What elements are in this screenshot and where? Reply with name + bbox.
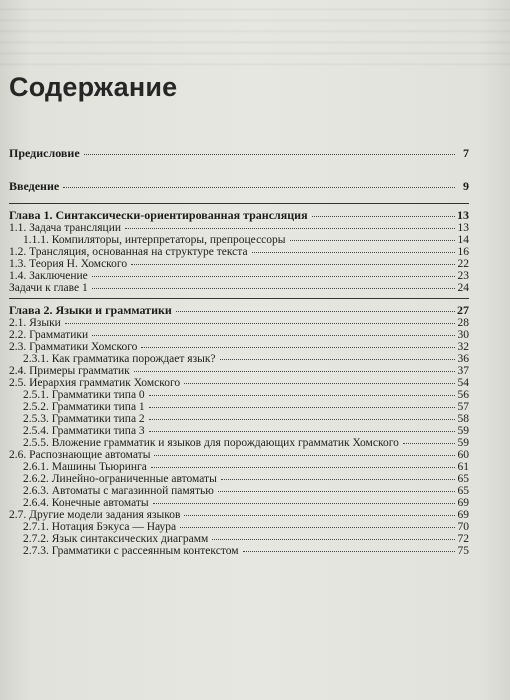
toc-entry[interactable] — [9, 413, 469, 425]
toc-entry-page-number: 16 — [457, 246, 469, 258]
toc-entry-page-number: 23 — [457, 270, 469, 282]
toc-entry-page-number: 72 — [457, 533, 469, 545]
toc-entry[interactable] — [9, 425, 469, 437]
toc-entry-page-number: 59 — [457, 425, 469, 437]
toc-entry[interactable] — [9, 146, 469, 160]
toc-entry-title: 2.2. Грамматики — [9, 329, 89, 341]
toc-entry-title: 2.6.4. Конечные автоматы — [23, 497, 149, 509]
toc-entry-title: 1.4. Заключение — [9, 270, 88, 282]
toc-entry[interactable] — [9, 437, 469, 449]
toc-entry-page-number: 37 — [457, 365, 469, 377]
toc-entry-title: 2.1. Языки — [9, 317, 61, 329]
dot-leader — [180, 526, 455, 528]
dot-leader — [290, 239, 455, 241]
dot-leader — [134, 370, 455, 372]
dot-leader — [176, 310, 455, 312]
dot-leader — [92, 287, 455, 289]
toc-entry[interactable] — [9, 521, 469, 533]
toc-entry[interactable] — [9, 258, 469, 270]
toc-entry-title: 1.1. Задача трансляции — [9, 222, 122, 234]
toc-entry-title: 2.6.3. Автоматы с магазинной памятью — [23, 485, 214, 497]
toc-entry[interactable] — [9, 282, 469, 294]
dot-leader — [151, 466, 455, 468]
toc-entry[interactable] — [9, 303, 469, 317]
dot-leader — [149, 406, 455, 408]
dot-leader — [63, 186, 455, 188]
toc-entry-page-number: 30 — [457, 329, 469, 341]
toc-entry-title: 2.6.2. Линейно-ограниченные автоматы — [23, 473, 217, 485]
dot-leader — [65, 322, 455, 324]
dot-leader — [149, 394, 455, 396]
section-gap — [9, 193, 469, 203]
toc-entry-title: 2.3. Грамматики Хомского — [9, 341, 138, 353]
toc-entry-page-number: 9 — [463, 179, 469, 193]
toc-entry[interactable] — [9, 533, 469, 545]
toc-entry-page-number: 22 — [457, 258, 469, 270]
page-title: Содержание — [9, 72, 178, 102]
table-of-contents — [9, 146, 469, 557]
toc-entry[interactable] — [9, 270, 469, 282]
toc-entry-page-number: 75 — [457, 545, 469, 557]
dot-leader — [220, 358, 455, 360]
dot-leader — [153, 502, 455, 504]
toc-entry-page-number: 69 — [457, 509, 469, 521]
toc-entry-title: 2.7. Другие модели задания языков — [9, 509, 181, 521]
toc-entry-title: Предисловие — [9, 146, 80, 160]
dot-leader — [92, 334, 455, 336]
toc-entry-page-number: 36 — [457, 353, 469, 365]
toc-entry-title: Глава 2. Языки и грамматики — [9, 303, 172, 317]
toc-entry-page-number: 13 — [457, 208, 469, 222]
toc-entry-page-number: 28 — [457, 317, 469, 329]
dot-leader — [154, 454, 455, 456]
toc-entry-title: 2.5.1. Грамматики типа 0 — [23, 389, 145, 401]
toc-entry-title: Задачи к главе 1 — [9, 282, 88, 294]
toc-entry[interactable] — [9, 545, 469, 557]
dot-leader — [131, 263, 455, 265]
dot-leader — [141, 346, 455, 348]
dot-leader — [84, 153, 455, 155]
toc-entry-page-number: 54 — [457, 377, 469, 389]
dot-leader — [312, 215, 455, 217]
dot-leader — [218, 490, 455, 492]
toc-entry-page-number: 14 — [457, 234, 469, 246]
toc-entry-title: 2.6. Распознающие автоматы — [9, 449, 151, 461]
toc-entry[interactable] — [9, 222, 469, 234]
toc-entry[interactable] — [9, 365, 469, 377]
toc-entry[interactable] — [9, 473, 469, 485]
toc-entry-page-number: 27 — [457, 303, 469, 317]
dot-leader — [252, 251, 455, 253]
toc-entry[interactable] — [9, 377, 469, 389]
toc-entry-title: 2.5.5. Вложение грамматик и языков для порождающих грамматик Хомского — [23, 437, 399, 449]
toc-entry-page-number: 7 — [463, 146, 469, 160]
section-gap — [9, 160, 469, 179]
toc-entry-page-number: 60 — [457, 449, 469, 461]
toc-entry-title: 2.4. Примеры грамматик — [9, 365, 130, 377]
toc-entry-page-number: 65 — [457, 473, 469, 485]
toc-entry-page-number: 57 — [457, 401, 469, 413]
toc-entry-title: 2.7.1. Нотация Бэкуса — Наура — [23, 521, 177, 533]
toc-entry-title: 2.5.3. Грамматики типа 2 — [23, 413, 145, 425]
toc-entry[interactable] — [9, 449, 469, 461]
toc-entry[interactable] — [9, 246, 469, 258]
toc-entry-title: 1.3. Теория Н. Хомского — [9, 258, 128, 270]
toc-entry-title: 1.1.1. Компиляторы, интерпретаторы, препроцессоры — [23, 234, 286, 246]
toc-entry[interactable] — [9, 389, 469, 401]
toc-entry[interactable] — [9, 341, 469, 353]
toc-entry[interactable] — [9, 485, 469, 497]
toc-entry-title: 2.7.3. Грамматики с рассеянным контекстом — [23, 545, 239, 557]
toc-entry[interactable] — [9, 401, 469, 413]
toc-entry-page-number: 32 — [457, 341, 469, 353]
dot-leader — [149, 430, 455, 432]
toc-entry-page-number: 61 — [457, 461, 469, 473]
toc-entry-page-number: 59 — [457, 437, 469, 449]
toc-entry[interactable] — [9, 234, 469, 246]
toc-entry[interactable] — [9, 509, 469, 521]
toc-entry-title: 2.5.2. Грамматики типа 1 — [23, 401, 145, 413]
toc-entry-title: 2.5.4. Грамматики типа 3 — [23, 425, 145, 437]
toc-entry-title: 2.6.1. Машины Тьюринга — [23, 461, 147, 473]
toc-entry-title: Глава 1. Синтаксически-ориентированная трансляция — [9, 208, 308, 222]
toc-entry-title: 1.2. Трансляция, основанная на структуре текста — [9, 246, 248, 258]
dot-leader — [92, 275, 455, 277]
bleed-through-text — [0, 0, 510, 70]
toc-entry[interactable] — [9, 208, 469, 222]
toc-entry-page-number: 58 — [457, 413, 469, 425]
dot-leader — [403, 442, 455, 444]
toc-entry[interactable] — [9, 179, 469, 193]
toc-entry-title: 2.5. Иерархия грамматик Хомского — [9, 377, 181, 389]
toc-entry-page-number: 70 — [457, 521, 469, 533]
dot-leader — [212, 538, 455, 540]
dot-leader — [221, 478, 455, 480]
toc-entry-page-number: 24 — [457, 282, 469, 294]
toc-entry[interactable] — [9, 461, 469, 473]
toc-entry-title: Введение — [9, 179, 60, 193]
dot-leader — [125, 227, 455, 229]
toc-entry-page-number: 65 — [457, 485, 469, 497]
toc-entry[interactable] — [9, 497, 469, 509]
toc-entry-page-number: 69 — [457, 497, 469, 509]
toc-entry[interactable] — [9, 353, 469, 365]
dot-leader — [184, 382, 455, 384]
dot-leader — [243, 550, 456, 552]
toc-entry[interactable] — [9, 329, 469, 341]
dot-leader — [184, 514, 455, 516]
toc-entry-title: 2.3.1. Как грамматика порождает язык? — [23, 353, 216, 365]
toc-entry-page-number: 56 — [457, 389, 469, 401]
toc-entry-title: 2.7.2. Язык синтаксических диаграмм — [23, 533, 209, 545]
toc-entry-page-number: 13 — [457, 222, 469, 234]
toc-entry[interactable] — [9, 317, 469, 329]
dot-leader — [149, 418, 455, 420]
